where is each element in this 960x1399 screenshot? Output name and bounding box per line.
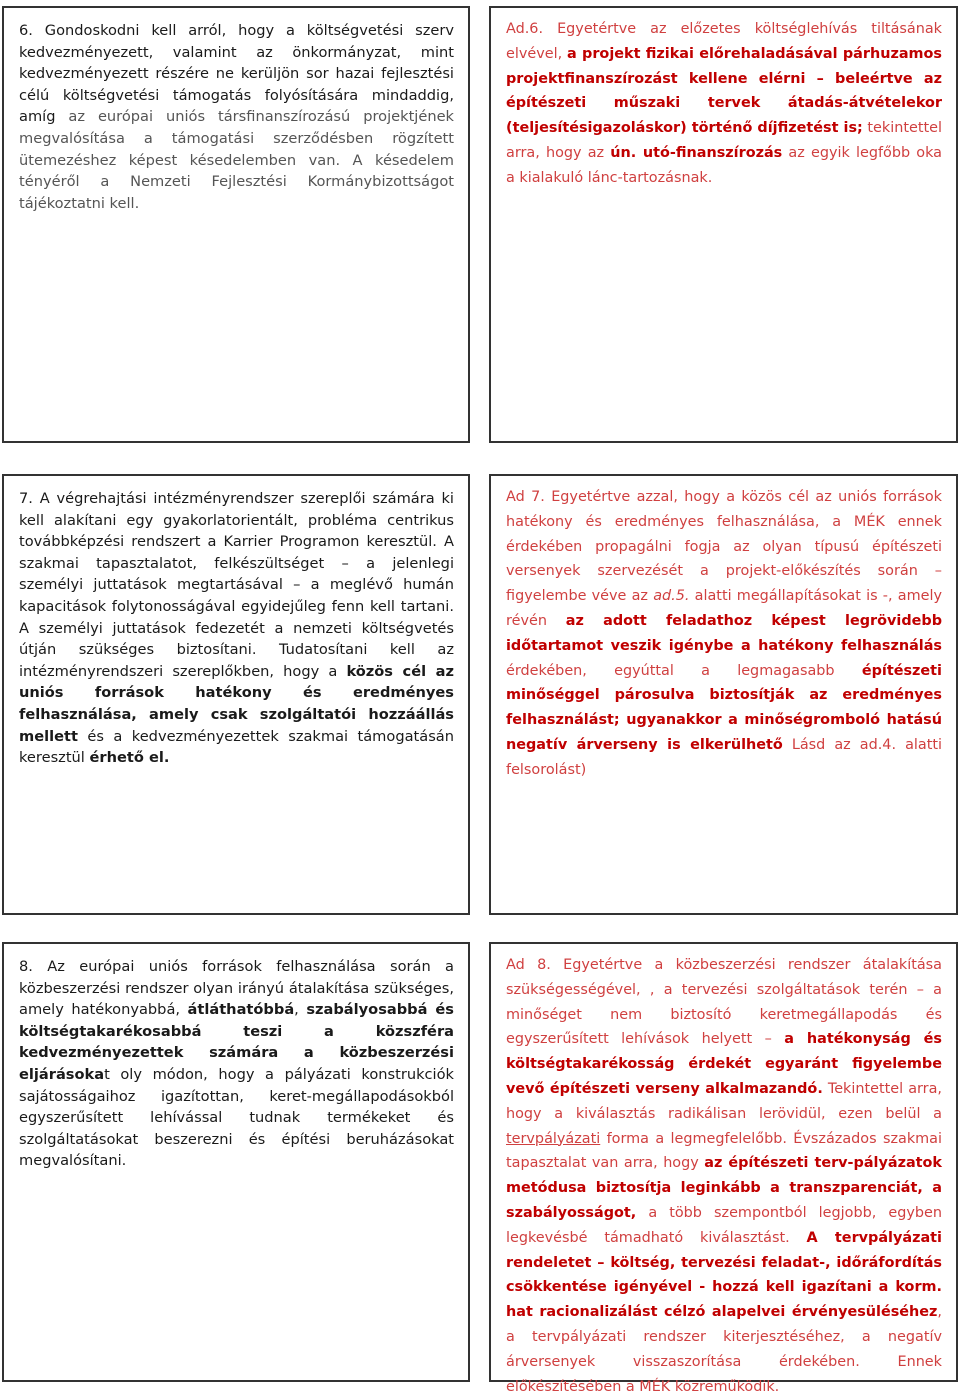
text-run: az egyik legfőbb oka a kialakuló lánc-tartozásnak. — [506, 144, 943, 186]
section-6-response — [489, 6, 958, 443]
text-run: , a tervpályázati rendszer kiterjesztéséhez, a negatív árversenyek visszaszorítása érdekében. Ennek előkészítésében a MÉK közreműködik. — [506, 1304, 942, 1395]
text-run: átláthatóbbá — [187, 1001, 295, 1019]
section-6-proposal — [2, 6, 470, 443]
text-run: a projekt fizikai előrehaladásával párhuzamos projektfinanszírozást kellene elérni – beleértve az építészeti műszaki tervek átadás-átvételekor (teljesítésigazoláskor) történő díjfizetést is; — [506, 45, 942, 137]
text-run: és a kedvezményezettek szakmai támogatásán keresztül — [19, 727, 454, 767]
text-run: építészeti minőséggel párosulva biztosítják az eredményes felhasználást; ugyanakkor a minőségromboló hatású negatív árverseny is elkerülhető — [506, 662, 942, 753]
text-run: forma a legmegfelelőbb. Évszázados szakmai tapasztalat van arra, hogy — [506, 1130, 942, 1172]
section-8-response — [489, 942, 958, 1395]
text-run: Tekintettel arra, hogy a kiválasztás radikálisan lerövidül, ezen belül a — [506, 1080, 942, 1122]
text-run: érdekében, egyúttal a legmagasabb — [506, 662, 862, 679]
text-run: ún. utó-finanszírozás — [610, 144, 783, 161]
text-run: A tervpályázati rendeletet – költség, tervezési feladat-, időráfordítás csökkentése igényével - hozzá kell igazítani a korm. hat racionalizálást célzó alapelvei érvényesüléséhez — [506, 1229, 942, 1321]
text-run: 6. Gondoskodni kell arról, hogy a költségvetési szerv kedvezményezett, valamint az önkormányzat, mint kedvezményezett részére ne kerüljön sor hazai fejlesztési célú költségvetési támogatás folyósítására mindaddig, amíg — [19, 22, 454, 126]
section-7-proposal-text — [19, 488, 454, 769]
text-run: Ad 7. Egyetértve azzal, hogy a közös cél az uniós források hatékony és eredményes felhasználása, a MÉK ennek érdekében propagálni fogja az olyan típusú építészeti versenyek szervezését a projekt-előkészítés során – figyelembe véve az — [506, 489, 942, 605]
text-run: a hatékonyság és költségtakarékosság érdekét egyaránt figyelembe vevő építészeti verseny alkalmazandó. — [506, 1031, 942, 1097]
text-run: alatti megállapításokat is -, amely révén — [506, 588, 942, 629]
section-8-proposal-text — [19, 956, 454, 1172]
text-run: , — [294, 1001, 307, 1019]
text-run: tekintettel arra, hogy az — [506, 120, 942, 161]
section-7-response-text — [506, 485, 942, 783]
text-run: tervpályázati — [506, 1130, 601, 1147]
text-run: t oly módon, hogy a pályázati konstrukciók sajátosságaihoz igazítottan, keret-megállapodásokból egyszerűsített lehívással tudnak termékeket és szolgáltatásokat beszerezni és építési beruházásokat megvalósítani. — [19, 1065, 454, 1170]
text-run: érhető el. — [89, 749, 170, 767]
text-run: az európai uniós társfinanszírozású projektjének megvalósítása a támogatási szerződésben rögzített ütemezéshez képest késedelemben van. A késedelem tényéről a Nemzeti Fejlesztési Kormánybizottságot tájékoztatni kell. — [19, 108, 455, 212]
text-run: közös cél az uniós források hatékony és eredményes felhasználása, amely csak szolgáltatói hozzáállás mellett — [19, 662, 454, 745]
text-run: az építészeti terv-pályázatok metódusa biztosítja leginkább a transzparenciát, a szabályosságot, — [506, 1155, 942, 1221]
section-8-response-text — [506, 953, 942, 1399]
section-8-proposal — [2, 942, 470, 1382]
text-run: szabályosabbá és költségtakarékosabbá teszi a közszféra kedvezményezettek számára a közbeszerzési eljárásoka — [19, 1001, 454, 1083]
text-run: Ad 8. Egyetértve a közbeszerzési rendszer átalakítása szükségességével, , a tervezési szolgáltatások terén – a minőséget nem biztosító keretmegállapodás és egyszerűsített lehívások helyett – — [506, 957, 942, 1048]
text-run: 8. Az európai uniós források felhasználása során a közbeszerzési rendszer olyan irányú átalakítása szükséges, amely hatékonyabbá, — [19, 958, 454, 1019]
section-7-proposal — [2, 474, 470, 915]
section-6-proposal-text — [19, 20, 454, 214]
section-7-response — [489, 474, 958, 915]
section-6-response-text — [506, 17, 942, 191]
text-run: Ad.6. Egyetértve az előzetes költséglehívás tiltásának elvével, — [506, 21, 942, 62]
text-run: Lásd az ad.4. alatti felsorolást) — [506, 736, 942, 778]
text-run: az adott feladathoz képest legrövidebb időtartamot veszik igénybe a hatékony felhasználás — [506, 612, 942, 654]
text-run: ad.5. — [653, 588, 690, 605]
text-run: 7. A végrehajtási intézményrendszer szereplői számára ki kell alakítani egy gyakorlatorientált, probléma centrikus továbbképzési rendszert a Karrier Programon keresztül. A szakmai tapasztalatot, felkészültséget – a jelenlegi személyi juttatások megtartásával – a meglévő humán kapacitások folytonosságával egyidejűleg fenn kell tartani. A személyi juttatások fedezetét a nemzeti költségvetés útján szükséges biztosítani. Tudatosítani kell az intézményrendszeri szereplőkben, hogy a — [19, 490, 454, 680]
text-run: a több szempontból legjobb, egyben legkevésbé támadható kiválasztást. — [506, 1204, 942, 1246]
